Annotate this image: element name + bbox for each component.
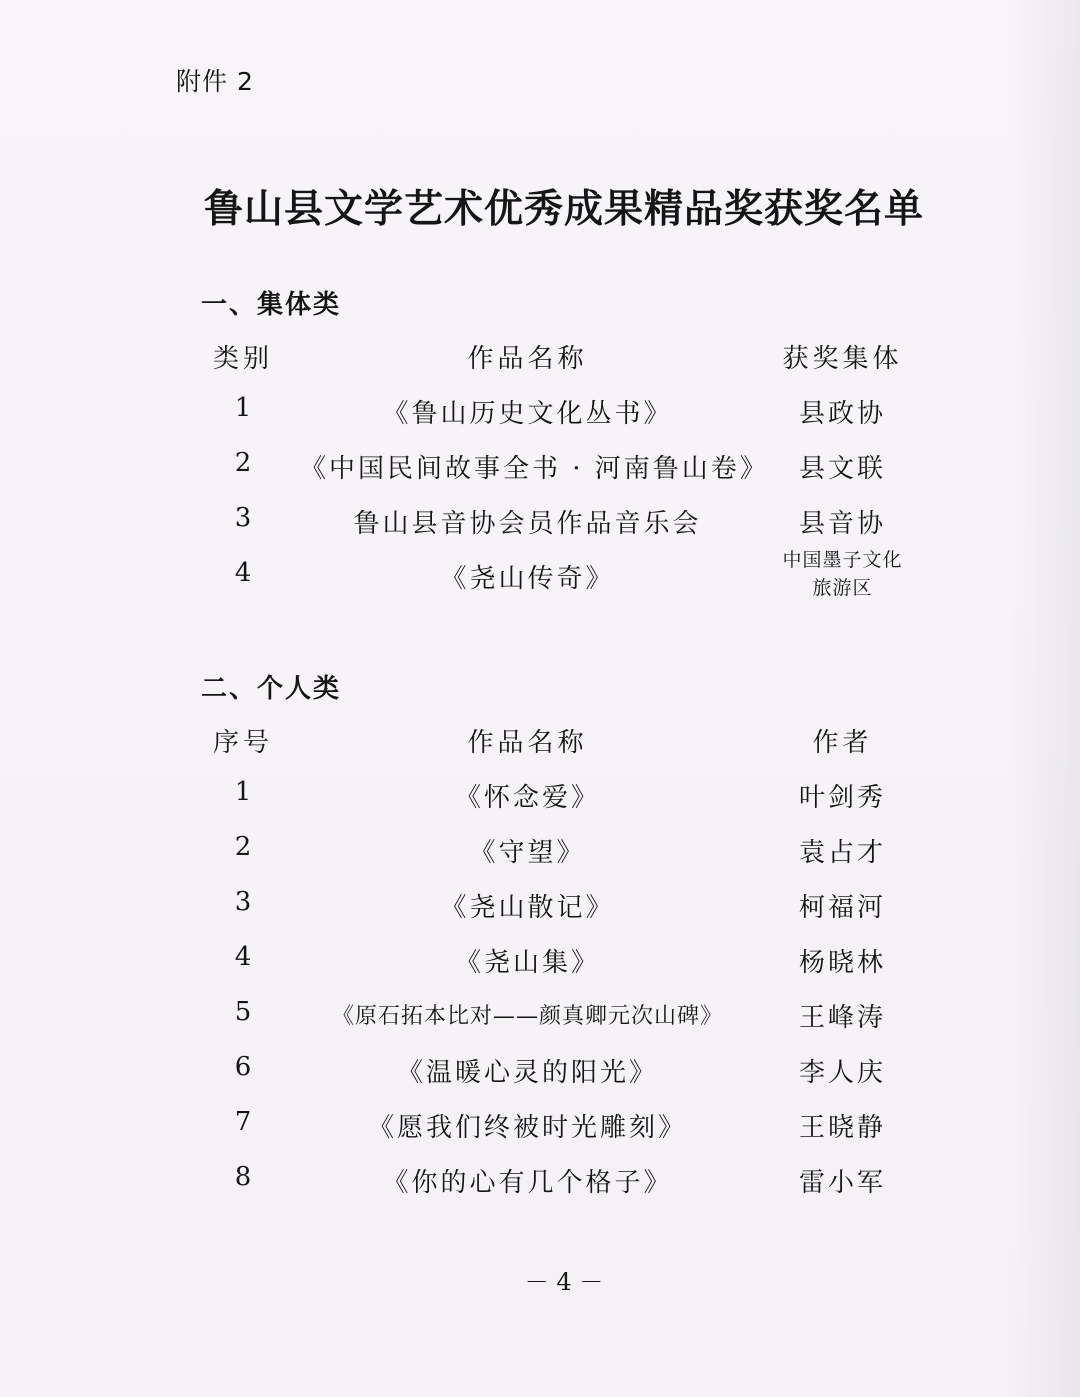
page-number: － 4 －: [524, 1268, 604, 1296]
section-heading-collective: 一、集体类: [201, 290, 342, 320]
table-row: [0, 887, 1080, 935]
work-name: 《温暖心灵的阳光》: [396, 1058, 658, 1088]
author: 王峰涛: [798, 1003, 886, 1033]
header-serial-number: 序号: [212, 728, 273, 758]
winner-line-1: 中国墨子文化: [782, 549, 903, 571]
work-name: 《守望》: [469, 838, 586, 868]
table-row: [0, 448, 1080, 496]
winner: 县政协: [798, 399, 886, 429]
table-row: [0, 549, 1080, 606]
winner: 县文联: [798, 454, 886, 484]
table-row: [0, 1162, 1080, 1210]
header-work-name: 作品名称: [467, 728, 588, 758]
table-row: [0, 942, 1080, 990]
section-heading-individual: 二、个人类: [201, 674, 342, 704]
individual-table-header: [0, 722, 1080, 770]
header-category: 类别: [212, 344, 273, 374]
header-work-name: 作品名称: [467, 344, 588, 374]
work-name: 《尧山集》: [454, 948, 600, 978]
row-number: 7: [234, 1107, 252, 1137]
author: 雷小军: [798, 1168, 886, 1198]
document-title: 鲁山县文学艺术优秀成果精品奖获奖名单: [203, 187, 924, 232]
work-name: 《鲁山历史文化丛书》: [382, 399, 673, 429]
header-author: 作者: [812, 728, 873, 758]
work-name: 《怀念爱》: [454, 783, 600, 813]
author: 柯福河: [798, 893, 886, 923]
table-row: [0, 503, 1080, 551]
author: 叶剑秀: [798, 783, 886, 813]
row-number: 4: [234, 942, 252, 972]
work-name: 《愿我们终被时光雕刻》: [367, 1113, 687, 1143]
collective-table-header: [0, 338, 1080, 386]
author: 王晓静: [798, 1113, 886, 1143]
work-name: 《尧山散记》: [440, 893, 615, 923]
row-number: 2: [234, 832, 252, 862]
row-number: 3: [234, 503, 252, 533]
author: 李人庆: [798, 1058, 886, 1088]
work-name: 鲁山县音协会员作品音乐会: [353, 509, 702, 539]
winner-line-2: 旅游区: [812, 577, 873, 599]
header-winning-group: 获奖集体: [782, 344, 903, 374]
row-number: 1: [234, 777, 252, 807]
row-number: 2: [234, 448, 252, 478]
row-number: 3: [234, 887, 252, 917]
work-name: 《原石拓本比对——颜真卿元次山碑》: [331, 1004, 723, 1029]
work-name: 《你的心有几个格子》: [382, 1168, 673, 1198]
attachment-label: 附件 2: [176, 67, 254, 96]
row-number: 5: [234, 997, 252, 1027]
table-row: [0, 1052, 1080, 1100]
table-row: [0, 997, 1080, 1045]
winner: [780, 546, 905, 602]
row-number: 8: [234, 1162, 252, 1192]
author: 袁占才: [798, 838, 886, 868]
row-number: 1: [234, 393, 252, 423]
table-row: [0, 393, 1080, 441]
work-name: 《中国民间故事全书 · 河南鲁山卷》: [300, 454, 769, 484]
table-row: [0, 832, 1080, 880]
table-row: [0, 777, 1080, 825]
work-name: 《尧山传奇》: [440, 564, 615, 594]
table-row: [0, 1107, 1080, 1155]
row-number: 6: [234, 1052, 252, 1082]
row-number: 4: [234, 558, 252, 588]
winner: 县音协: [798, 509, 886, 539]
author: 杨晓林: [798, 948, 886, 978]
